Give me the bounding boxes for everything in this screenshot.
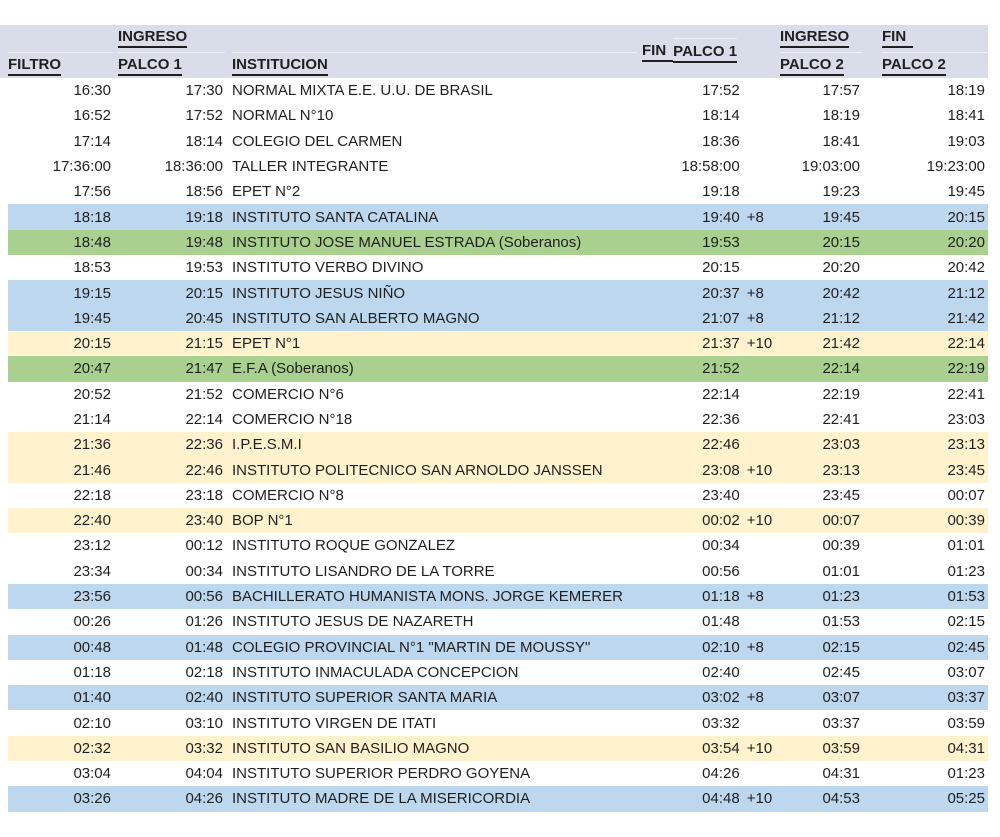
cell-fin-palco2: 01:53 bbox=[947, 588, 985, 606]
cell-fin-palco2: 18:41 bbox=[947, 107, 985, 125]
cell-ingreso-palco2: 01:53 bbox=[822, 613, 860, 631]
cell-ingreso-palco1: 00:56 bbox=[185, 588, 223, 606]
cell-institucion: INSTITUTO SAN ALBERTO MAGNO bbox=[232, 309, 480, 327]
cell-ajuste-annotation: +10 bbox=[746, 739, 773, 757]
cell-ingreso-palco2: 20:42 bbox=[822, 284, 860, 302]
cell-filtro: 03:26 bbox=[73, 790, 111, 808]
cell-institucion: INSTITUTO MADRE DE LA MISERICORDIA bbox=[232, 790, 531, 808]
table-row bbox=[8, 154, 988, 179]
cell-ingreso-palco2: 19:23 bbox=[822, 183, 860, 201]
cell-fin-palco1: 01:18 bbox=[702, 588, 740, 606]
cell-ingreso-palco1: 18:14 bbox=[185, 132, 223, 150]
cell-fin-palco1: 01:48 bbox=[702, 613, 740, 631]
cell-filtro: 23:34 bbox=[73, 562, 111, 580]
cell-institucion: EPET N°1 bbox=[232, 335, 301, 353]
cell-ingreso-palco1: 02:40 bbox=[185, 689, 223, 707]
cell-filtro: 20:15 bbox=[73, 335, 111, 353]
column-header-fin-palco1-line1: FIN bbox=[642, 42, 673, 62]
cell-ingreso-palco1: 17:30 bbox=[185, 82, 223, 100]
cell-fin-palco1: 21:37 bbox=[702, 335, 740, 353]
table-row bbox=[8, 508, 988, 533]
column-header-filtro bbox=[8, 25, 113, 79]
cell-fin-palco2: 22:41 bbox=[947, 385, 985, 403]
table-row bbox=[8, 331, 988, 356]
cell-institucion: INSTITUTO POLITECNICO SAN ARNOLDO JANSSEN bbox=[232, 461, 603, 479]
column-header-ingreso-palco1 bbox=[113, 25, 225, 79]
cell-institucion: COMERCIO N°18 bbox=[232, 411, 353, 428]
cell-ingreso-palco2: 03:37 bbox=[822, 714, 860, 732]
cell-filtro: 21:14 bbox=[73, 411, 111, 428]
cell-ingreso-palco2: 03:59 bbox=[822, 739, 860, 757]
cell-ingreso-palco1: 02:18 bbox=[185, 663, 223, 681]
cell-fin-palco2: 19:03 bbox=[947, 132, 985, 150]
cell-ingreso-palco1: 23:40 bbox=[185, 512, 223, 530]
column-header-ingreso-palco2-line1: INGRESO bbox=[780, 28, 849, 48]
cell-filtro: 20:47 bbox=[73, 360, 111, 378]
cell-institucion: INSTITUTO INMACULADA CONCEPCION bbox=[232, 663, 519, 681]
cell-filtro: 18:48 bbox=[73, 233, 111, 251]
cell-ingreso-palco1: 20:15 bbox=[185, 284, 223, 302]
table-row bbox=[8, 306, 988, 331]
cell-filtro: 20:52 bbox=[73, 385, 111, 403]
cell-filtro: 01:18 bbox=[73, 663, 111, 681]
cell-institucion: BOP N°1 bbox=[232, 512, 293, 530]
cell-ingreso-palco1: 20:45 bbox=[185, 309, 223, 327]
table-row bbox=[8, 103, 988, 128]
cell-ingreso-palco1: 21:47 bbox=[185, 360, 223, 378]
cell-ajuste-annotation: +8 bbox=[746, 208, 764, 226]
table-body bbox=[0, 78, 1000, 812]
table-row bbox=[8, 761, 988, 786]
cell-fin-palco1: 22:46 bbox=[702, 436, 740, 454]
column-header-institucion bbox=[225, 25, 637, 79]
cell-ingreso-palco2: 23:45 bbox=[822, 486, 860, 504]
cell-ingreso-palco1: 00:34 bbox=[185, 562, 223, 580]
cell-ingreso-palco2: 04:31 bbox=[822, 765, 860, 783]
cell-institucion: INSTITUTO SAN BASILIO MAGNO bbox=[232, 739, 470, 757]
cell-institucion: BACHILLERATO HUMANISTA MONS. JORGE KEMERER bbox=[232, 588, 623, 606]
cell-ingreso-palco1: 18:56 bbox=[185, 183, 223, 201]
table-row bbox=[8, 407, 988, 432]
cell-fin-palco1: 23:08 bbox=[702, 461, 740, 479]
cell-ingreso-palco1: 19:53 bbox=[185, 259, 223, 277]
cell-institucion: NORMAL N°10 bbox=[232, 107, 334, 125]
cell-ingreso-palco2: 18:19 bbox=[822, 107, 860, 125]
cell-institucion: EPET N°2 bbox=[232, 183, 301, 201]
cell-ingreso-palco2: 19:03:00 bbox=[801, 158, 860, 176]
cell-fin-palco2: 20:15 bbox=[947, 208, 985, 226]
cell-fin-palco2: 21:42 bbox=[947, 309, 985, 327]
table-row bbox=[8, 356, 988, 381]
cell-filtro: 17:14 bbox=[73, 132, 111, 150]
column-header-ingreso-palco2-line2: PALCO 2 bbox=[780, 56, 844, 76]
cell-fin-palco2: 22:14 bbox=[947, 335, 985, 353]
cell-institucion: COLEGIO PROVINCIAL N°1 "MARTIN DE MOUSSY" bbox=[232, 638, 591, 656]
table-row bbox=[8, 736, 988, 761]
table-row bbox=[8, 255, 988, 280]
cell-ingreso-palco1: 01:48 bbox=[185, 638, 223, 656]
cell-ajuste-annotation: +10 bbox=[746, 461, 773, 479]
cell-fin-palco1: 02:10 bbox=[702, 638, 740, 656]
cell-ajuste-annotation: +10 bbox=[746, 335, 773, 353]
cell-ingreso-palco2: 01:23 bbox=[822, 588, 860, 606]
cell-fin-palco1: 03:54 bbox=[702, 739, 740, 757]
cell-ingreso-palco1: 04:26 bbox=[185, 790, 223, 808]
table-row bbox=[8, 559, 988, 584]
cell-ingreso-palco1: 22:14 bbox=[185, 411, 223, 428]
cell-ingreso-palco1: 19:18 bbox=[185, 208, 223, 226]
cell-filtro: 02:10 bbox=[73, 714, 111, 732]
table-row bbox=[8, 179, 988, 204]
cell-institucion: COMERCIO N°8 bbox=[232, 486, 344, 504]
cell-filtro: 17:36:00 bbox=[52, 158, 111, 176]
cell-ingreso-palco2: 22:41 bbox=[822, 411, 860, 428]
table-row bbox=[8, 685, 988, 710]
cell-institucion: INSTITUTO SANTA CATALINA bbox=[232, 208, 439, 226]
cell-fin-palco2: 00:07 bbox=[947, 486, 985, 504]
cell-fin-palco2: 02:15 bbox=[947, 613, 985, 631]
cell-fin-palco1: 00:56 bbox=[702, 562, 740, 580]
cell-fin-palco2: 20:42 bbox=[947, 259, 985, 277]
cell-institucion: INSTITUTO JESUS NIÑO bbox=[232, 284, 406, 302]
cell-filtro: 02:32 bbox=[73, 739, 111, 757]
cell-filtro: 00:26 bbox=[73, 613, 111, 631]
cell-ajuste-annotation: +8 bbox=[746, 689, 764, 707]
cell-institucion: INSTITUTO VERBO DIVINO bbox=[232, 259, 424, 277]
table-row bbox=[8, 432, 988, 457]
cell-ajuste-annotation: +10 bbox=[746, 512, 773, 530]
cell-ingreso-palco1: 19:48 bbox=[185, 233, 223, 251]
cell-fin-palco2: 05:25 bbox=[947, 790, 985, 808]
cell-ingreso-palco2: 02:45 bbox=[822, 663, 860, 681]
table-row bbox=[8, 635, 988, 660]
cell-ingreso-palco1: 03:32 bbox=[185, 739, 223, 757]
cell-ingreso-palco2: 00:39 bbox=[822, 537, 860, 555]
table-row bbox=[8, 483, 988, 508]
cell-ingreso-palco1: 21:15 bbox=[185, 335, 223, 353]
column-header-fin-palco1 bbox=[637, 25, 780, 79]
cell-fin-palco1: 18:14 bbox=[702, 107, 740, 125]
table-row bbox=[8, 457, 988, 482]
column-header-fin-palco2-line1: FIN bbox=[882, 28, 913, 48]
cell-ingreso-palco2: 19:45 bbox=[822, 208, 860, 226]
cell-filtro: 21:46 bbox=[73, 461, 111, 479]
cell-institucion: COMERCIO N°6 bbox=[232, 385, 344, 403]
cell-ingreso-palco1: 22:36 bbox=[185, 436, 223, 454]
cell-institucion: TALLER INTEGRANTE bbox=[232, 158, 389, 176]
cell-fin-palco2: 18:19 bbox=[947, 82, 985, 100]
cell-fin-palco2: 03:07 bbox=[947, 663, 985, 681]
cell-fin-palco1: 04:48 bbox=[702, 790, 740, 808]
cell-fin-palco2: 03:37 bbox=[947, 689, 985, 707]
cell-fin-palco1: 22:36 bbox=[702, 411, 740, 428]
cell-filtro: 23:12 bbox=[73, 537, 111, 555]
cell-ajuste-annotation: +8 bbox=[746, 638, 764, 656]
cell-ingreso-palco1: 17:52 bbox=[185, 107, 223, 125]
cell-fin-palco2: 02:45 bbox=[947, 638, 985, 656]
table-row bbox=[8, 204, 988, 229]
cell-institucion: COLEGIO DEL CARMEN bbox=[232, 132, 403, 150]
cell-institucion: NORMAL MIXTA E.E. U.U. DE BRASIL bbox=[232, 82, 493, 100]
table-row bbox=[8, 129, 988, 154]
cell-ingreso-palco2: 20:15 bbox=[822, 233, 860, 251]
cell-institucion: INSTITUTO ROQUE GONZALEZ bbox=[232, 537, 456, 555]
table-row bbox=[8, 533, 988, 558]
cell-ingreso-palco2: 17:57 bbox=[822, 82, 860, 100]
cell-fin-palco2: 19:23:00 bbox=[926, 158, 985, 176]
cell-ajuste-annotation: +10 bbox=[746, 790, 773, 808]
cell-ingreso-palco2: 00:07 bbox=[822, 512, 860, 530]
cell-institucion: INSTITUTO JOSE MANUEL ESTRADA (Soberanos) bbox=[232, 233, 582, 251]
cell-fin-palco1: 03:02 bbox=[702, 689, 740, 707]
table-row bbox=[8, 786, 988, 811]
column-header-filtro-line2: FILTRO bbox=[8, 56, 61, 76]
cell-fin-palco1: 23:40 bbox=[702, 486, 740, 504]
column-header-fin-palco1-line2: PALCO 1 bbox=[673, 43, 737, 63]
cell-ingreso-palco1: 03:10 bbox=[185, 714, 223, 732]
cell-fin-palco1: 03:32 bbox=[702, 714, 740, 732]
column-header-fin-palco2 bbox=[862, 25, 988, 79]
cell-ingreso-palco2: 21:12 bbox=[822, 309, 860, 327]
cell-fin-palco1: 02:40 bbox=[702, 663, 740, 681]
cell-ingreso-palco1: 23:18 bbox=[185, 486, 223, 504]
cell-ajuste-annotation: +8 bbox=[746, 309, 764, 327]
cell-ingreso-palco2: 01:01 bbox=[822, 562, 860, 580]
cell-fin-palco2: 23:45 bbox=[947, 461, 985, 479]
cell-fin-palco1: 19:40 bbox=[702, 208, 740, 226]
cell-ingreso-palco2: 18:41 bbox=[822, 132, 860, 150]
cell-filtro: 18:53 bbox=[73, 259, 111, 277]
cell-filtro: 16:52 bbox=[73, 107, 111, 125]
column-header-fin-palco2-line2: PALCO 2 bbox=[882, 56, 946, 76]
table-row bbox=[8, 382, 988, 407]
cell-filtro: 21:36 bbox=[73, 436, 111, 454]
cell-institucion: INSTITUTO LISANDRO DE LA TORRE bbox=[232, 562, 495, 580]
column-header-ingreso-palco1-line2: PALCO 1 bbox=[118, 56, 182, 76]
cell-ingreso-palco2: 20:20 bbox=[822, 259, 860, 277]
cell-filtro: 19:45 bbox=[73, 309, 111, 327]
cell-ingreso-palco2: 04:53 bbox=[822, 790, 860, 808]
cell-filtro: 00:48 bbox=[73, 638, 111, 656]
cell-fin-palco2: 20:20 bbox=[947, 233, 985, 251]
cell-filtro: 23:56 bbox=[73, 588, 111, 606]
cell-fin-palco1: 17:52 bbox=[702, 82, 740, 100]
cell-fin-palco1: 21:07 bbox=[702, 309, 740, 327]
cell-ingreso-palco2: 02:15 bbox=[822, 638, 860, 656]
cell-fin-palco1: 20:15 bbox=[702, 259, 740, 277]
cell-ingreso-palco1: 18:36:00 bbox=[164, 158, 223, 176]
cell-ajuste-annotation: +8 bbox=[746, 588, 764, 606]
cell-filtro: 22:40 bbox=[73, 512, 111, 530]
cell-fin-palco1: 04:26 bbox=[702, 765, 740, 783]
cell-filtro: 18:18 bbox=[73, 208, 111, 226]
column-header-ingreso-palco1-line1: INGRESO bbox=[118, 28, 187, 48]
cell-fin-palco1: 18:36 bbox=[702, 132, 740, 150]
cell-filtro: 17:56 bbox=[73, 183, 111, 201]
cell-fin-palco1: 18:58:00 bbox=[681, 158, 740, 176]
cell-ingreso-palco1: 22:46 bbox=[185, 461, 223, 479]
cell-fin-palco2: 01:01 bbox=[947, 537, 985, 555]
table-row bbox=[8, 584, 988, 609]
cell-institucion: INSTITUTO SUPERIOR SANTA MARIA bbox=[232, 689, 498, 707]
cell-filtro: 16:30 bbox=[73, 82, 111, 100]
table-row bbox=[8, 609, 988, 634]
cell-fin-palco2: 23:03 bbox=[947, 411, 985, 428]
cell-fin-palco2: 01:23 bbox=[947, 562, 985, 580]
cell-fin-palco2: 19:45 bbox=[947, 183, 985, 201]
cell-fin-palco2: 01:23 bbox=[947, 765, 985, 783]
cell-institucion: E.F.A (Soberanos) bbox=[232, 360, 354, 378]
cell-fin-palco1: 19:18 bbox=[702, 183, 740, 201]
cell-ingreso-palco1: 00:12 bbox=[185, 537, 223, 555]
table-row bbox=[8, 660, 988, 685]
column-header-institucion-line2: INSTITUCION bbox=[232, 56, 328, 76]
table-row bbox=[8, 230, 988, 255]
cell-fin-palco1: 22:14 bbox=[702, 385, 740, 403]
cell-fin-palco2: 21:12 bbox=[947, 284, 985, 302]
cell-filtro: 22:18 bbox=[73, 486, 111, 504]
cell-fin-palco1: 19:53 bbox=[702, 233, 740, 251]
cell-filtro: 01:40 bbox=[73, 689, 111, 707]
cell-filtro: 03:04 bbox=[73, 765, 111, 783]
cell-fin-palco2: 04:31 bbox=[947, 739, 985, 757]
cell-ingreso-palco2: 03:07 bbox=[822, 689, 860, 707]
cell-ingreso-palco1: 01:26 bbox=[185, 613, 223, 631]
table-row bbox=[8, 280, 988, 305]
cell-fin-palco2: 00:39 bbox=[947, 512, 985, 530]
cell-ingreso-palco2: 23:13 bbox=[822, 461, 860, 479]
cell-fin-palco1: 21:52 bbox=[702, 360, 740, 378]
table-row bbox=[8, 710, 988, 735]
cell-fin-palco1: 00:02 bbox=[702, 512, 740, 530]
cell-fin-palco1: 00:34 bbox=[702, 537, 740, 555]
cell-fin-palco2: 23:13 bbox=[947, 436, 985, 454]
cell-fin-palco2: 22:19 bbox=[947, 360, 985, 378]
cell-ingreso-palco1: 21:52 bbox=[185, 385, 223, 403]
cell-institucion: INSTITUTO JESUS DE NAZARETH bbox=[232, 613, 474, 631]
cell-institucion: I.P.E.S.M.I bbox=[232, 436, 302, 454]
cell-ingreso-palco1: 04:04 bbox=[185, 765, 223, 783]
cell-fin-palco2: 03:59 bbox=[947, 714, 985, 732]
cell-ingreso-palco2: 21:42 bbox=[822, 335, 860, 353]
cell-fin-palco1: 20:37 bbox=[702, 284, 740, 302]
cell-institucion: INSTITUTO SUPERIOR PERDRO GOYENA bbox=[232, 765, 531, 783]
column-header-ingreso-palco2 bbox=[780, 25, 862, 79]
cell-ingreso-palco2: 22:14 bbox=[822, 360, 860, 378]
cell-filtro: 19:15 bbox=[73, 284, 111, 302]
cell-ingreso-palco2: 22:19 bbox=[822, 385, 860, 403]
cell-ajuste-annotation: +8 bbox=[746, 284, 764, 302]
cell-institucion: INSTITUTO VIRGEN DE ITATI bbox=[232, 714, 437, 732]
table-header-row bbox=[0, 25, 988, 78]
cell-ingreso-palco2: 23:03 bbox=[822, 436, 860, 454]
table-row bbox=[8, 78, 988, 103]
